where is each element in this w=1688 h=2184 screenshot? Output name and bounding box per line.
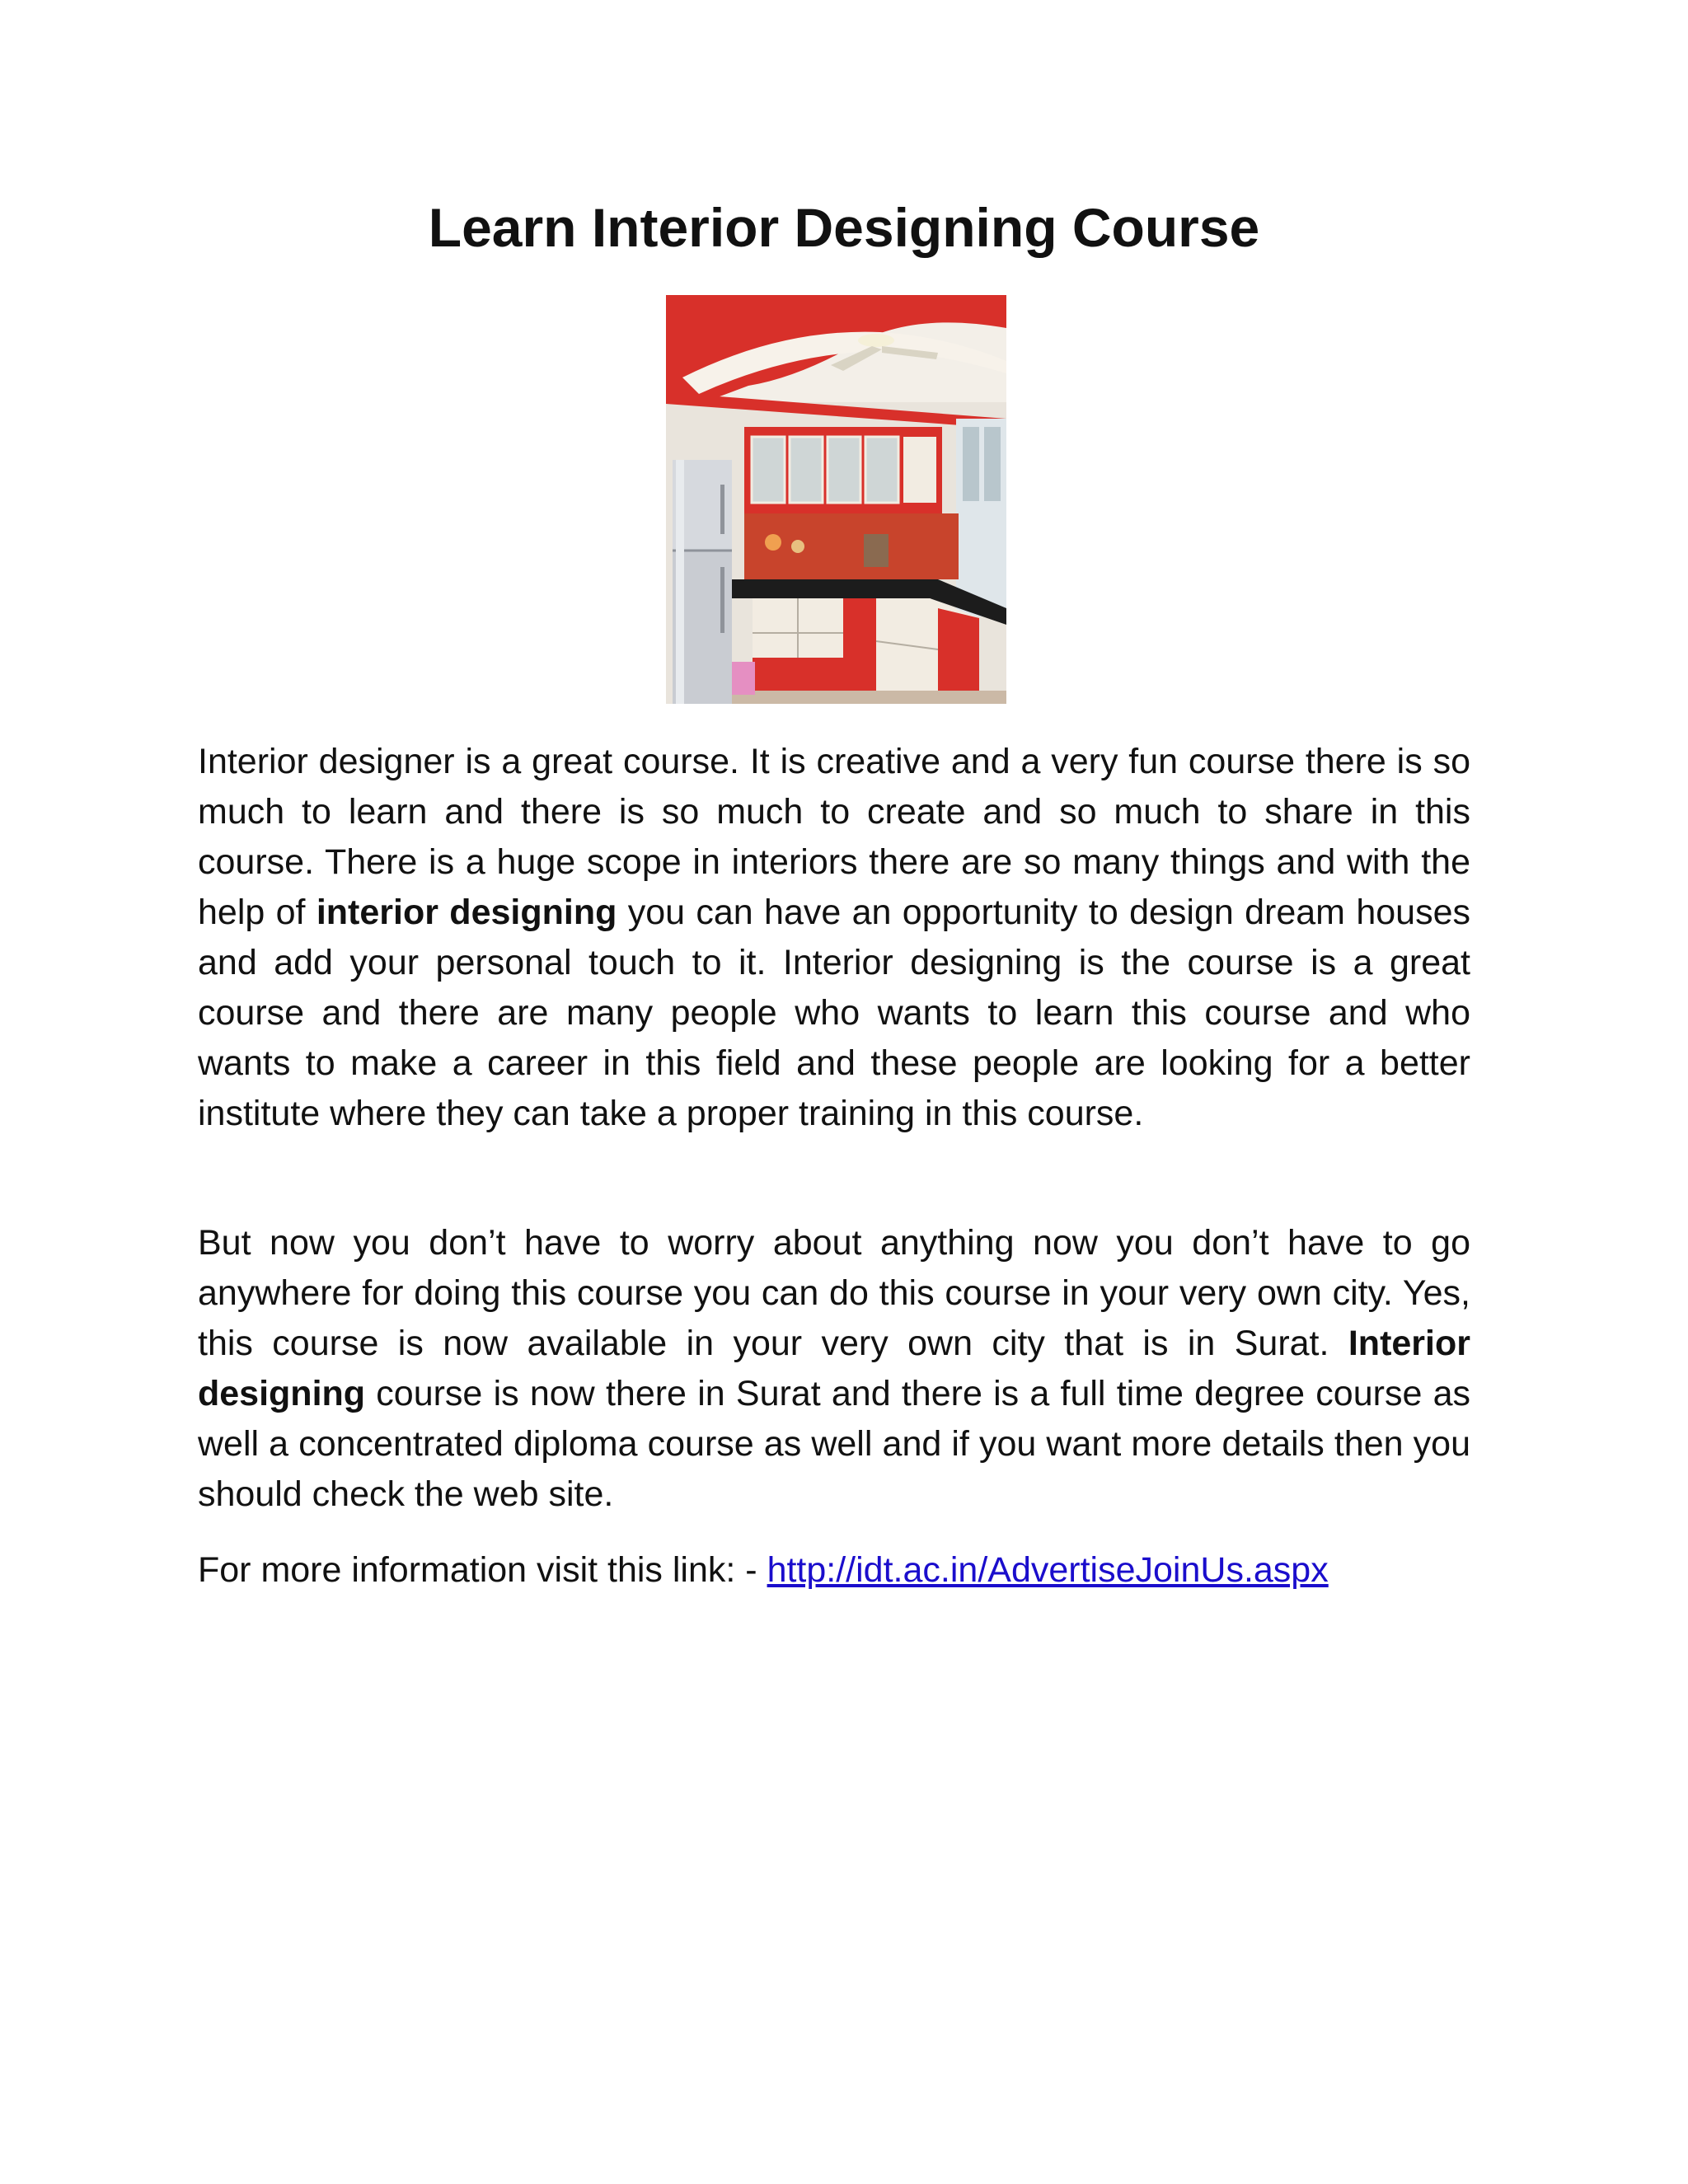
paragraph-intro-text-2: you can have an opportunity to design dream houses and add your personal touch to it. Interior designing is the course is a great course and there are many people who wants to learn this course and who wants to make a career in this field and these people are looking for a better institute where they can take a proper training in this course. (198, 893, 1470, 1133)
info-link[interactable]: http://idt.ac.in/AdvertiseJoinUs.aspx (767, 1550, 1329, 1590)
page-title: Learn Interior Designing Course (428, 197, 1260, 258)
kitchen-photo (666, 295, 1006, 704)
bold-keyword: interior designing (316, 893, 617, 932)
paragraph-surat-text-1: But now you don’t have to worry about anything now you don’t have to go anywhere for doing this course you can do this course in your very own city. Yes, this course is now available in your very own city that is in Surat. (198, 1223, 1470, 1363)
paragraph-surat-text-2: course is now there in Surat and there is a full time degree course as well a concentrated diploma course as well and if you want more details then you should check the web site. (198, 1374, 1470, 1514)
more-info-prefix: For more information visit this link: - (198, 1550, 767, 1590)
paragraph-surat (198, 1218, 1470, 1520)
paragraph-intro (198, 737, 1470, 1139)
paragraph-more-info (198, 1545, 1470, 1596)
paragraph-intro-text-1: Interior designer is a great course. It is creative and a very fun course there is so much to learn and there is so much to create and so much to share in this course. There is a huge scope in interiors there are so many things and with the help of (198, 742, 1470, 932)
bold-keyword: Interior designing (198, 1324, 1470, 1413)
